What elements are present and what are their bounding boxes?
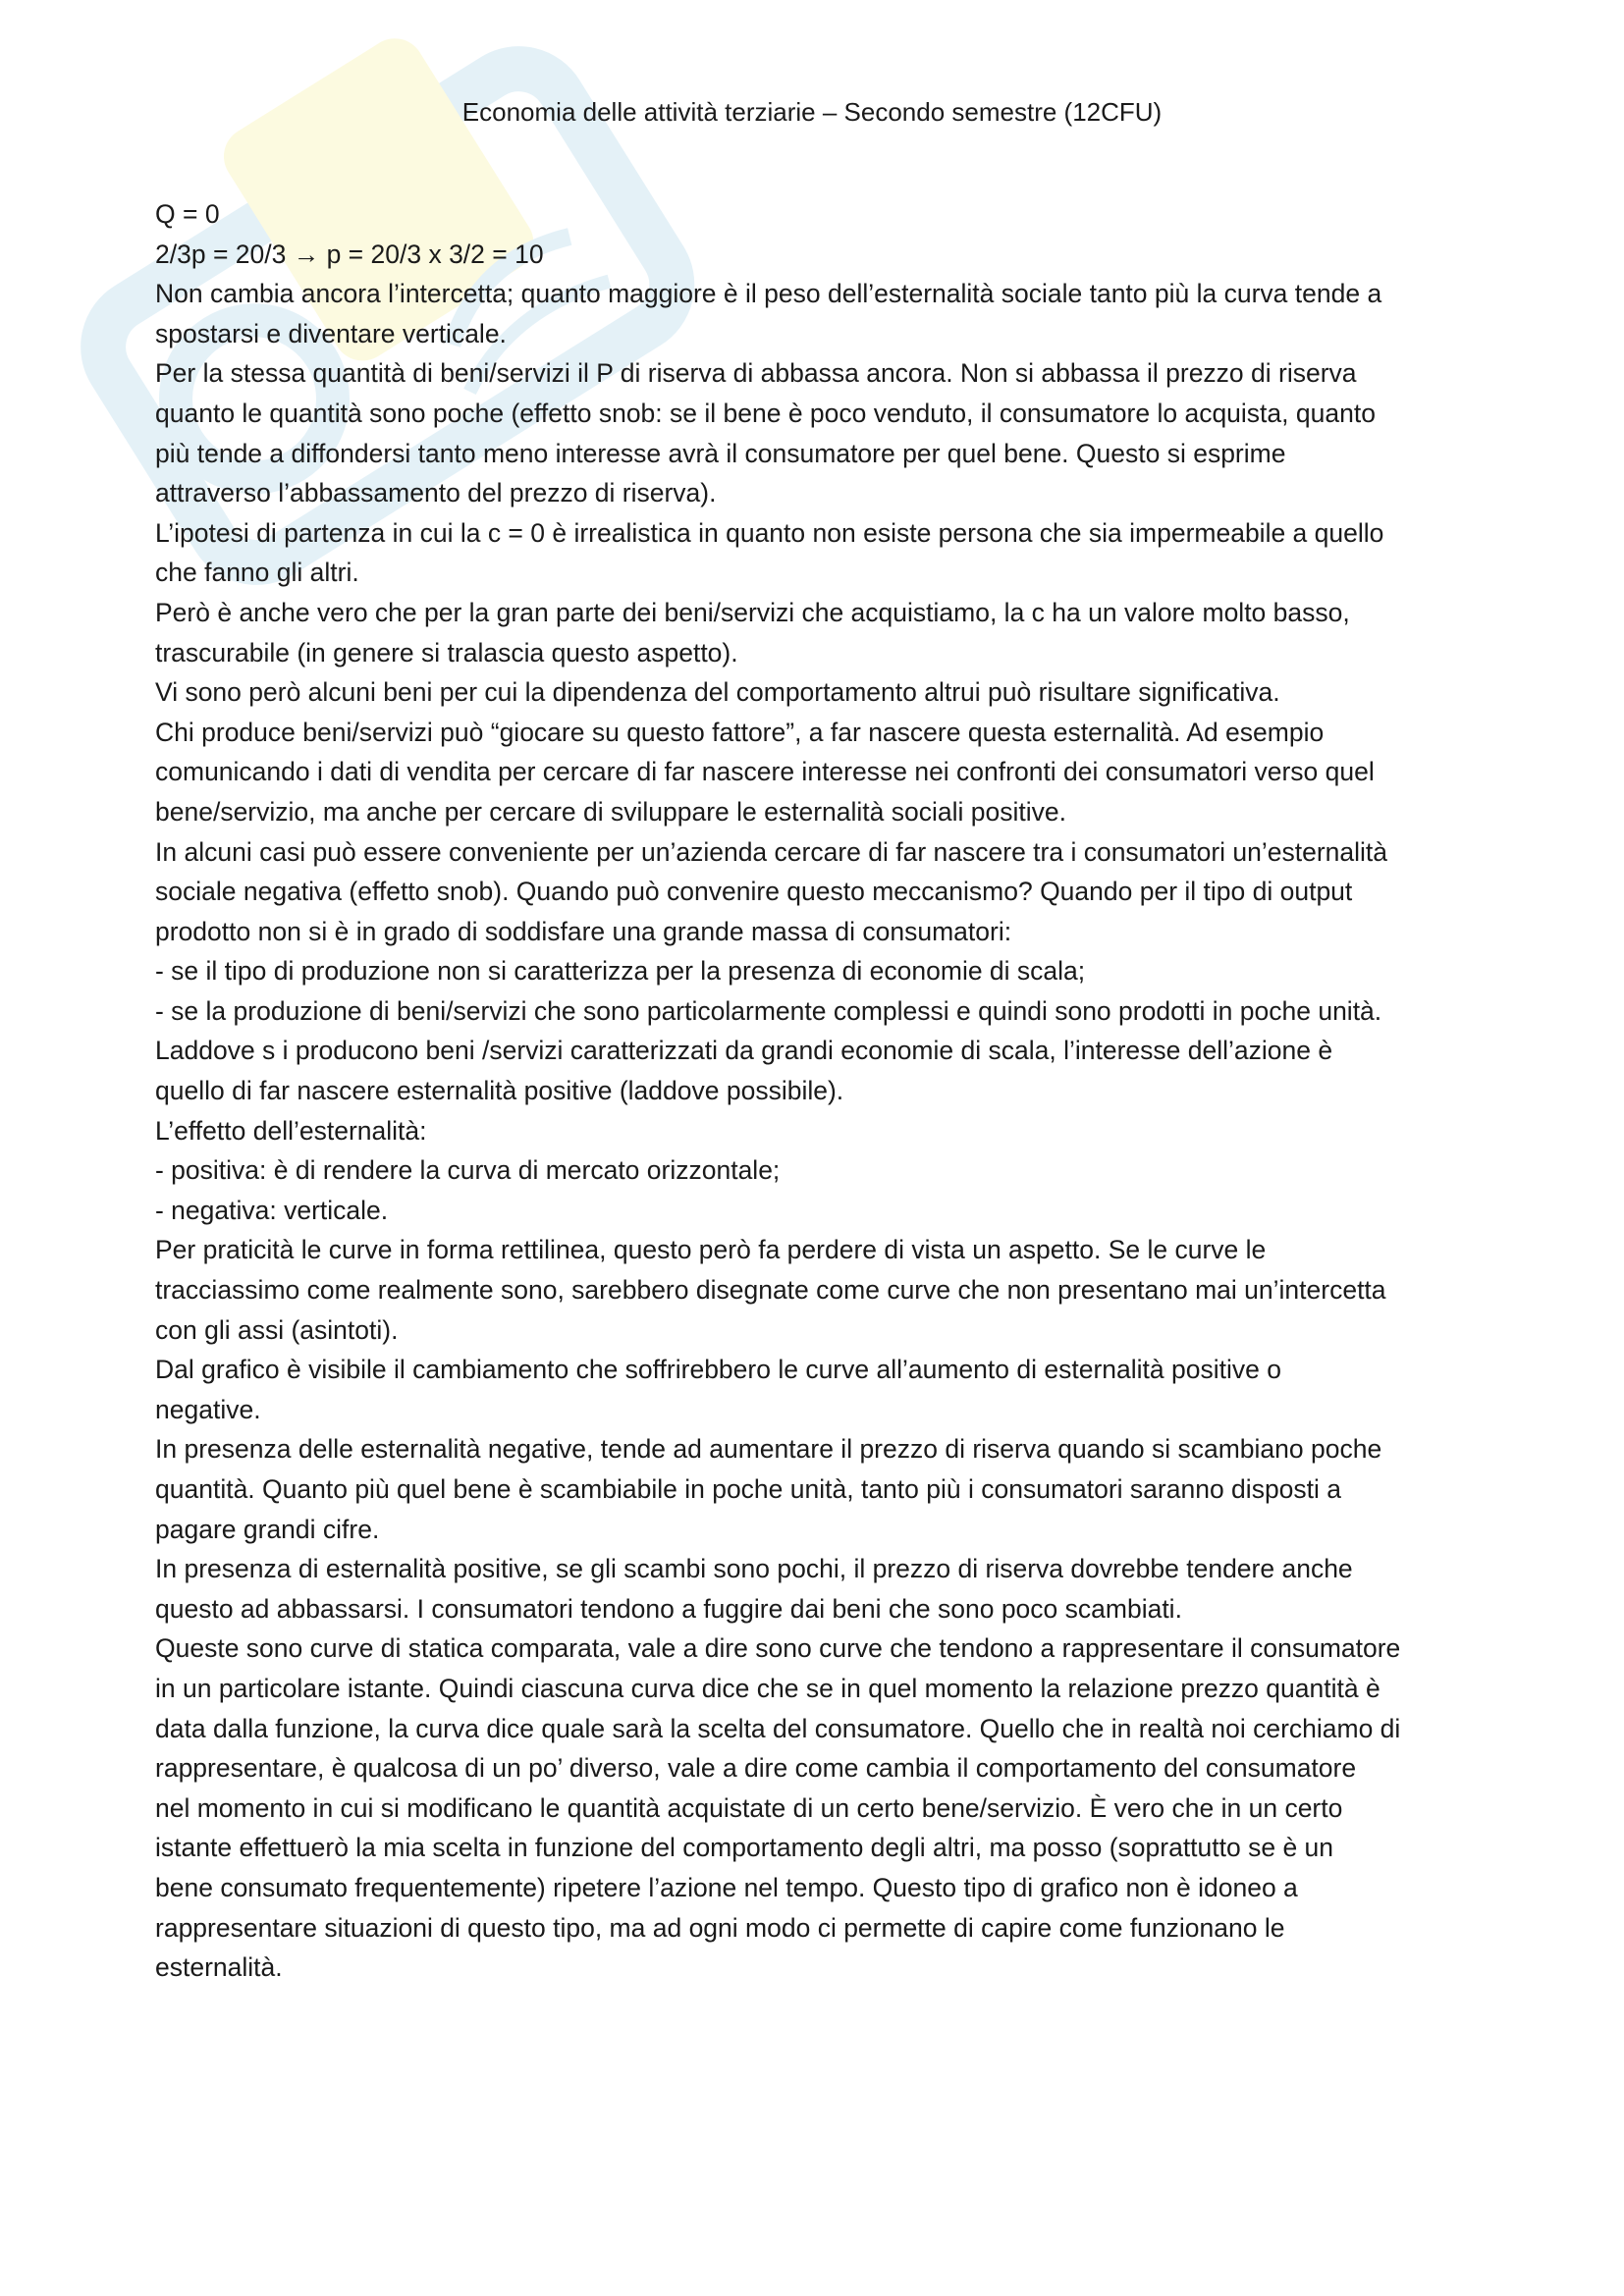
text-line: negative.: [155, 1394, 261, 1424]
text-line: attraverso l’abbassamento del prezzo di riserva).: [155, 478, 717, 508]
text-line: rappresentare situazioni di questo tipo, ma ad ogni modo ci permette di capire come funzionano le: [155, 1912, 1285, 1943]
text-line: Per praticità le curve in forma rettilinea, questo però fa perdere di vista un aspetto. Se le curve le: [155, 1235, 1267, 1265]
text-line: L’effetto dell’esternalità:: [155, 1115, 427, 1146]
page-header: Economia delle attività terziarie – Secondo semestre (12CFU): [461, 97, 1163, 127]
text-line: esternalità.: [155, 1952, 283, 1983]
text-line: - positiva: è di rendere la curva di mercato orizzontale;: [155, 1155, 781, 1186]
text-line: sociale negativa (effetto snob). Quando può convenire questo meccanismo? Quando per il tipo di output: [155, 877, 1353, 907]
text-line: bene consumato frequentemente) ripetere l’azione nel tempo. Questo tipo di grafico non è idoneo a: [155, 1872, 1298, 1902]
text-line: bene/servizio, ma anche per cercare di sviluppare le esternalità sociali positive.: [155, 796, 1066, 827]
text-line: Per la stessa quantità di beni/servizi il P di riserva di abbassa ancora. Non si abbassa il prezzo di riserva: [155, 358, 1357, 389]
text-line: Chi produce beni/servizi può “giocare su questo fattore”, a far nascere questa esternalità. Ad esempio: [155, 717, 1325, 747]
text-line: Dal grafico è visibile il cambiamento che soffrirebbero le curve all’aumento di esternalità positive o: [155, 1355, 1281, 1385]
text-line: istante effettuerò la mia scelta in funzione del comportamento degli altri, ma posso (soprattutto se è un: [155, 1833, 1334, 1863]
text-line: prodotto non si è in grado di soddisfare una grande massa di consumatori:: [155, 916, 1012, 946]
text-line: Laddove s i producono beni /servizi caratterizzati da grandi economie di scala, l’interesse dell’azione è: [155, 1036, 1333, 1066]
text-line: Queste sono curve di statica comparata, vale a dire sono curve che tendono a rappresentare il consumatore: [155, 1633, 1401, 1664]
text-line: Q = 0: [155, 199, 220, 229]
text-line: Non cambia ancora l’intercetta; quanto maggiore è il peso dell’esternalità sociale tanto più la curva tende a: [155, 279, 1382, 309]
text-line: più tende a diffondersi tanto meno interesse avrà il consumatore per quel bene. Questo si esprime: [155, 438, 1286, 468]
text-line: trascurabile (in genere si tralascia questo aspetto).: [155, 637, 738, 667]
text-line: quantità. Quanto più quel bene è scambiabile in poche unità, tanto più i consumatori saranno disposti a: [155, 1474, 1342, 1504]
text-line: - negativa: verticale.: [155, 1195, 389, 1225]
text-line: In presenza delle esternalità negative, tende ad aumentare il prezzo di riserva quando si scambiano poche: [155, 1434, 1382, 1465]
text-line: Vi sono però alcuni beni per cui la dipendenza del comportamento altrui può risultare significativa.: [155, 677, 1280, 708]
text-line: nel momento in cui si modificano le quantità acquistate di un certo bene/servizio. È vero che in un certo: [155, 1792, 1343, 1823]
text-line: tracciassimo come realmente sono, sarebbero disegnate come curve che non presentano mai un’intercetta: [155, 1275, 1386, 1306]
text-line: - se il tipo di produzione non si caratterizza per la presenza di economie di scala;: [155, 956, 1086, 987]
text-line: quanto le quantità sono poche (effetto snob: se il bene è poco venduto, il consumatore lo acquista, quanto: [155, 398, 1376, 428]
text-line: In alcuni casi può essere conveniente per un’azienda cercare di far nascere tra i consumatori un’esternalità: [155, 836, 1388, 867]
text-line: quello di far nascere esternalità positive (laddove possibile).: [155, 1076, 844, 1106]
text-line: comunicando i dati di vendita per cercare di far nascere interesse nei confronti dei consumatori verso quel: [155, 757, 1375, 787]
text-line: con gli assi (asintoti).: [155, 1314, 399, 1345]
text-line: spostarsi e diventare verticale.: [155, 318, 507, 348]
text-line: L’ipotesi di partenza in cui la c = 0 è irrealistica in quanto non esiste persona che sia impermeabile a quello: [155, 517, 1384, 548]
text-line: pagare grandi cifre.: [155, 1514, 380, 1544]
text-line: Però è anche vero che per la gran parte dei beni/servizi che acquistiamo, la c ha un valore molto basso,: [155, 597, 1350, 627]
document-body: [155, 194, 1490, 1988]
text-line: che fanno gli altri.: [155, 558, 359, 588]
text-line: rappresentare, è qualcosa di un po’ diverso, vale a dire come cambia il comportamento del consumatore: [155, 1753, 1357, 1784]
text-line: In presenza di esternalità positive, se gli scambi sono pochi, il prezzo di riserva dovrebbe tendere anche: [155, 1554, 1353, 1584]
text-line: questo ad abbassarsi. I consumatori tendono a fuggire dai beni che sono poco scambiati.: [155, 1593, 1182, 1624]
text-line: - se la produzione di beni/servizi che sono particolarmente complessi e quindi sono prodotti in poche unità.: [155, 995, 1382, 1026]
text-line: data dalla funzione, la curva dice quale sarà la scelta del consumatore. Quello che in realtà noi cerchiamo di: [155, 1713, 1401, 1743]
text-line: 2/3p = 20/3 → p = 20/3 x 3/2 = 10: [155, 239, 544, 269]
text-line: in un particolare istante. Quindi ciascuna curva dice che se in quel momento la relazione prezzo quantità è: [155, 1673, 1380, 1703]
